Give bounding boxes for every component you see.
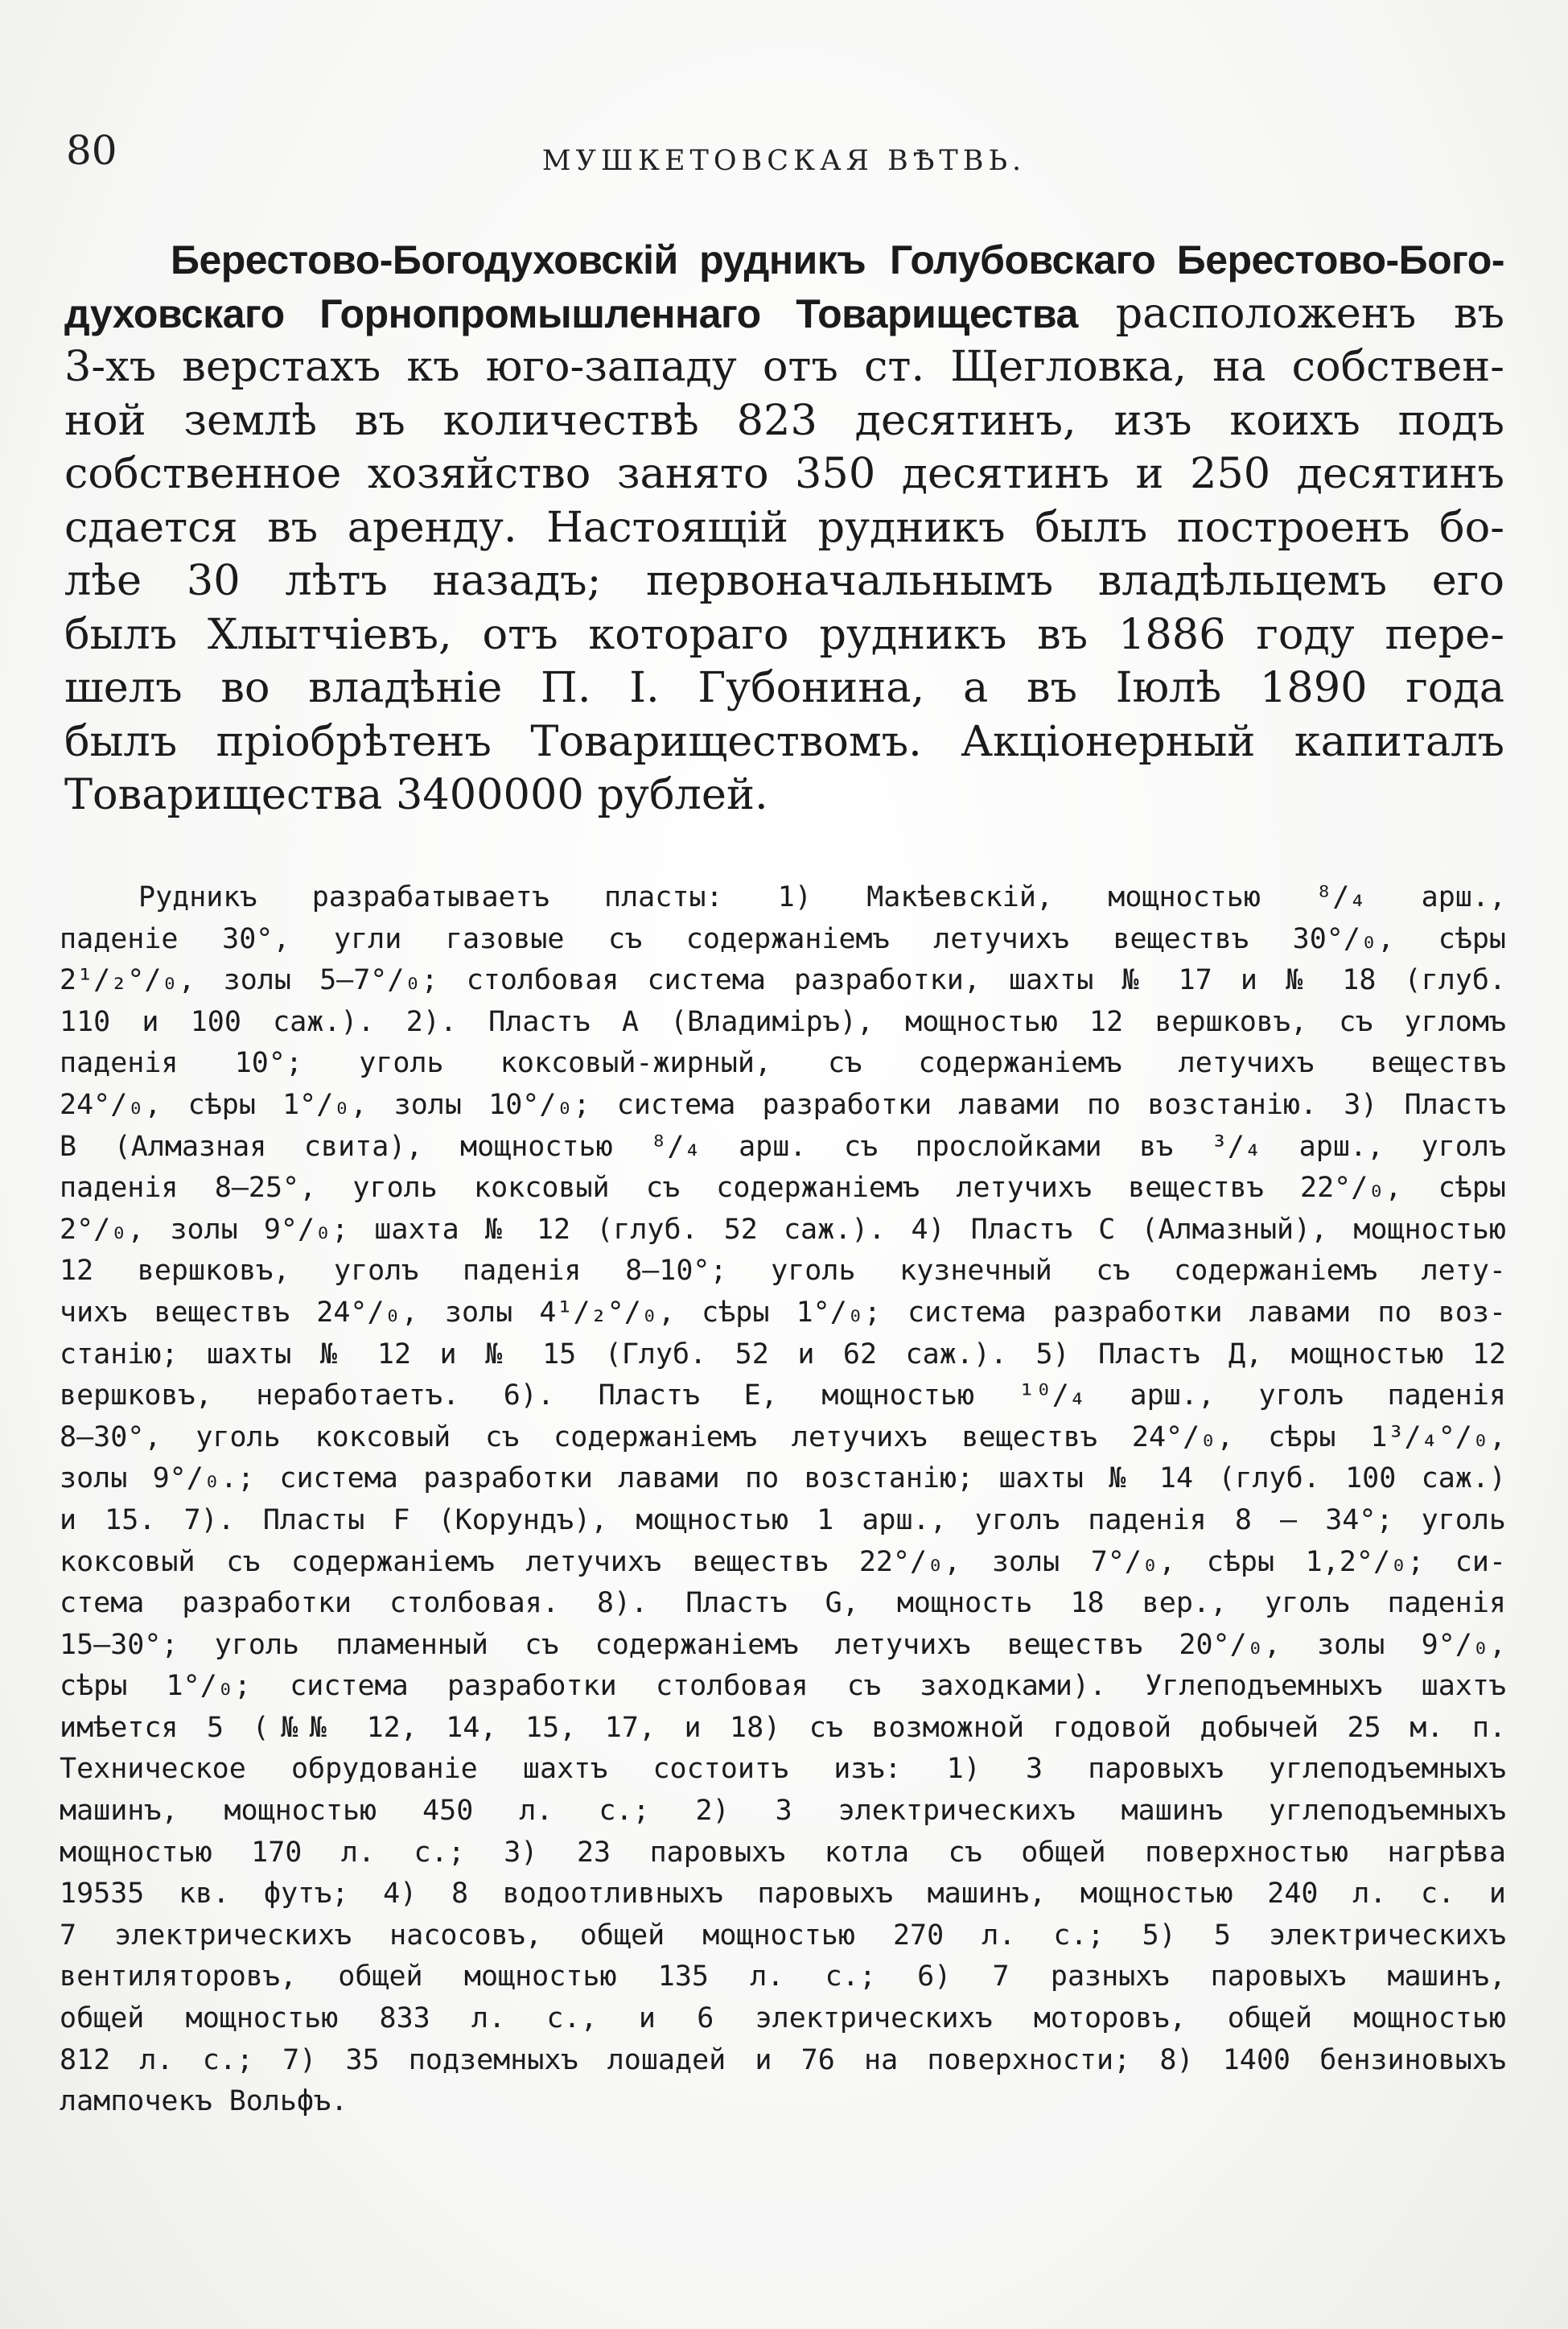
company-name-part1: Голубовскаго Берестово-Бого- — [890, 237, 1504, 282]
body-line: чихъ веществъ 24°/₀, золы 4¹/₂°/₀, сѣры 1°/₀; система разработки лавами по воз- — [60, 1296, 1506, 1329]
body-line: 19535 кв. футъ; 4) 8 водоотливныхъ паровыхъ машинъ, мощностью 240 л. с. и — [60, 1878, 1506, 1911]
body-line: 2°/₀, золы 9°/₀; шахта № 12 (глуб. 52 саж.). 4) Пластъ С (Алмазный), мощностью — [60, 1213, 1506, 1246]
body-line: мощностью 170 л. с.; 3) 23 паровыхъ котла съ общей поверхностью нагрѣва — [60, 1836, 1506, 1869]
running-title: МУШКЕТОВСКАЯ ВѢТВЬ. — [541, 145, 1027, 177]
body-line: стема разработки столбовая. 8). Пластъ G, мощность 18 вер., уголъ паденія — [60, 1587, 1506, 1620]
body-line: общей мощностью 833 л. с., и 6 электрическихъ моторовъ, общей мощностью — [60, 2002, 1506, 2035]
intro-text: расположенъ въ — [1115, 288, 1504, 338]
body-line: лампочекъ Вольфъ. — [60, 2085, 348, 2118]
body-line: 12 вершковъ, уголъ паденія 8—10°; уголь кузнечный съ содержаніемъ лету- — [60, 1255, 1506, 1288]
body-line: машинъ, мощностью 450 л. с.; 2) 3 электрическихъ машинъ углеподъемныхъ — [60, 1795, 1506, 1828]
body-line: 15—30°; уголь пламенный съ содержаніемъ летучихъ веществъ 20°/₀, золы 9°/₀, — [60, 1628, 1506, 1661]
body-line: 24°/₀, сѣры 1°/₀, золы 10°/₀; система разработки лавами по возстанію. 3) Пластъ — [60, 1088, 1506, 1121]
intro-line: сдается въ аренду. Настоящій рудникъ былъ построенъ бо- — [64, 502, 1504, 552]
body-line: вентиляторовъ, общей мощностью 135 л. с.; 6) 7 разныхъ паровыхъ машинъ, — [60, 1960, 1506, 1993]
body-line: коксовый съ содержаніемъ летучихъ веществъ 22°/₀, золы 7°/₀, сѣры 1,2°/₀; си- — [60, 1545, 1506, 1578]
intro-line — [64, 287, 1504, 341]
body-line: станію; шахты № 12 и № 15 (Глуб. 52 и 62 саж.). 5) Пластъ Д, мощностью 12 — [60, 1338, 1506, 1371]
intro-line: лѣе 30 лѣтъ назадъ; первоначальнымъ владѣльцемъ его — [64, 556, 1504, 605]
body-line: В (Алмазная свита), мощностью ⁸/₄ арш. съ прослойками въ ³/₄ арш., уголъ — [60, 1130, 1506, 1163]
intro-line: былъ Хлытчіевъ, отъ котораго рудникъ въ 1886 году пере- — [64, 609, 1504, 659]
mine-name: Берестово-Богодуховскій рудникъ — [171, 237, 866, 282]
body-line: имѣется 5 (№№ 12, 14, 15, 17, и 18) съ возможной годовой добычей 25 м. п. — [60, 1711, 1506, 1744]
body-line: 8—30°, уголь коксовый съ содержаніемъ летучихъ веществъ 24°/₀, сѣры 1³/₄°/₀, — [60, 1420, 1506, 1453]
body-line: 7 электрическихъ насосовъ, общей мощностью 270 л. с.; 5) 5 электрическихъ — [60, 1919, 1506, 1952]
intro-paragraph — [64, 233, 1504, 822]
body-line: вершковъ, неработаетъ. 6). Пластъ Е, мощностью ¹⁰/₄ арш., уголъ паденія — [60, 1379, 1506, 1412]
intro-line: ной землѣ въ количествѣ 823 десятинъ, изъ коихъ подъ — [64, 395, 1504, 445]
body-line: Техническое обрудованіе шахтъ состоитъ изъ: 1) 3 паровыхъ углеподъемныхъ — [60, 1753, 1506, 1786]
body-line: паденія 8—25°, уголь коксовый съ содержаніемъ летучихъ веществъ 22°/₀, сѣры — [60, 1172, 1506, 1205]
body-line: паденіе 30°, угли газовые съ содержаніемъ летучихъ веществъ 30°/₀, сѣры — [60, 922, 1506, 955]
intro-line: 3-хъ верстахъ къ юго-западу отъ ст. Щегловка, на собствен- — [64, 342, 1504, 391]
body-line: паденія 10°; уголь коксовый-жирный, съ содержаніемъ летучихъ веществъ — [60, 1047, 1506, 1080]
intro-line: собственное хозяйство занято 350 десятинъ и 250 десятинъ — [64, 449, 1504, 498]
intro-line — [64, 233, 1504, 287]
body-line: 110 и 100 саж.). 2). Пластъ А (Владиміръ), мощностью 12 вершковъ, съ угломъ — [60, 1005, 1506, 1038]
body-line: золы 9°/₀.; система разработки лавами по возстанію; шахты № 14 (глуб. 100 саж.) — [60, 1462, 1506, 1495]
intro-line: шелъ во владѣніе П. І. Губонина, а въ Іюлѣ 1890 года — [64, 663, 1504, 712]
body-paragraph — [60, 877, 1506, 2123]
intro-line: Товарищества 3400000 рублей. — [64, 770, 768, 819]
body-line: Рудникъ разрабатываетъ пласты: 1) Макѣевскій, мощностью ⁸/₄ арш., — [138, 881, 1506, 913]
body-line: 812 л. с.; 7) 35 подземныхъ лошадей и 76 на поверхности; 8) 1400 бензиновыхъ — [60, 2043, 1506, 2076]
page-number: 80 — [66, 127, 117, 174]
intro-line: былъ пріобрѣтенъ Товариществомъ. Акціонерный капиталъ — [64, 716, 1504, 766]
body-line: 2¹/₂°/₀, золы 5—7°/₀; столбовая система разработки, шахты № 17 и № 18 (глуб. — [60, 964, 1506, 997]
body-line: и 15. 7). Пласты F (Корундъ), мощностью 1 арш., уголъ паденія 8 — 34°; уголь — [60, 1503, 1506, 1536]
body-line: сѣры 1°/₀; система разработки столбовая съ заходками). Углеподъемныхъ шахтъ — [60, 1670, 1506, 1703]
company-name-part2: духовскаго Горнопромышленнаго Товарищества — [64, 291, 1078, 336]
